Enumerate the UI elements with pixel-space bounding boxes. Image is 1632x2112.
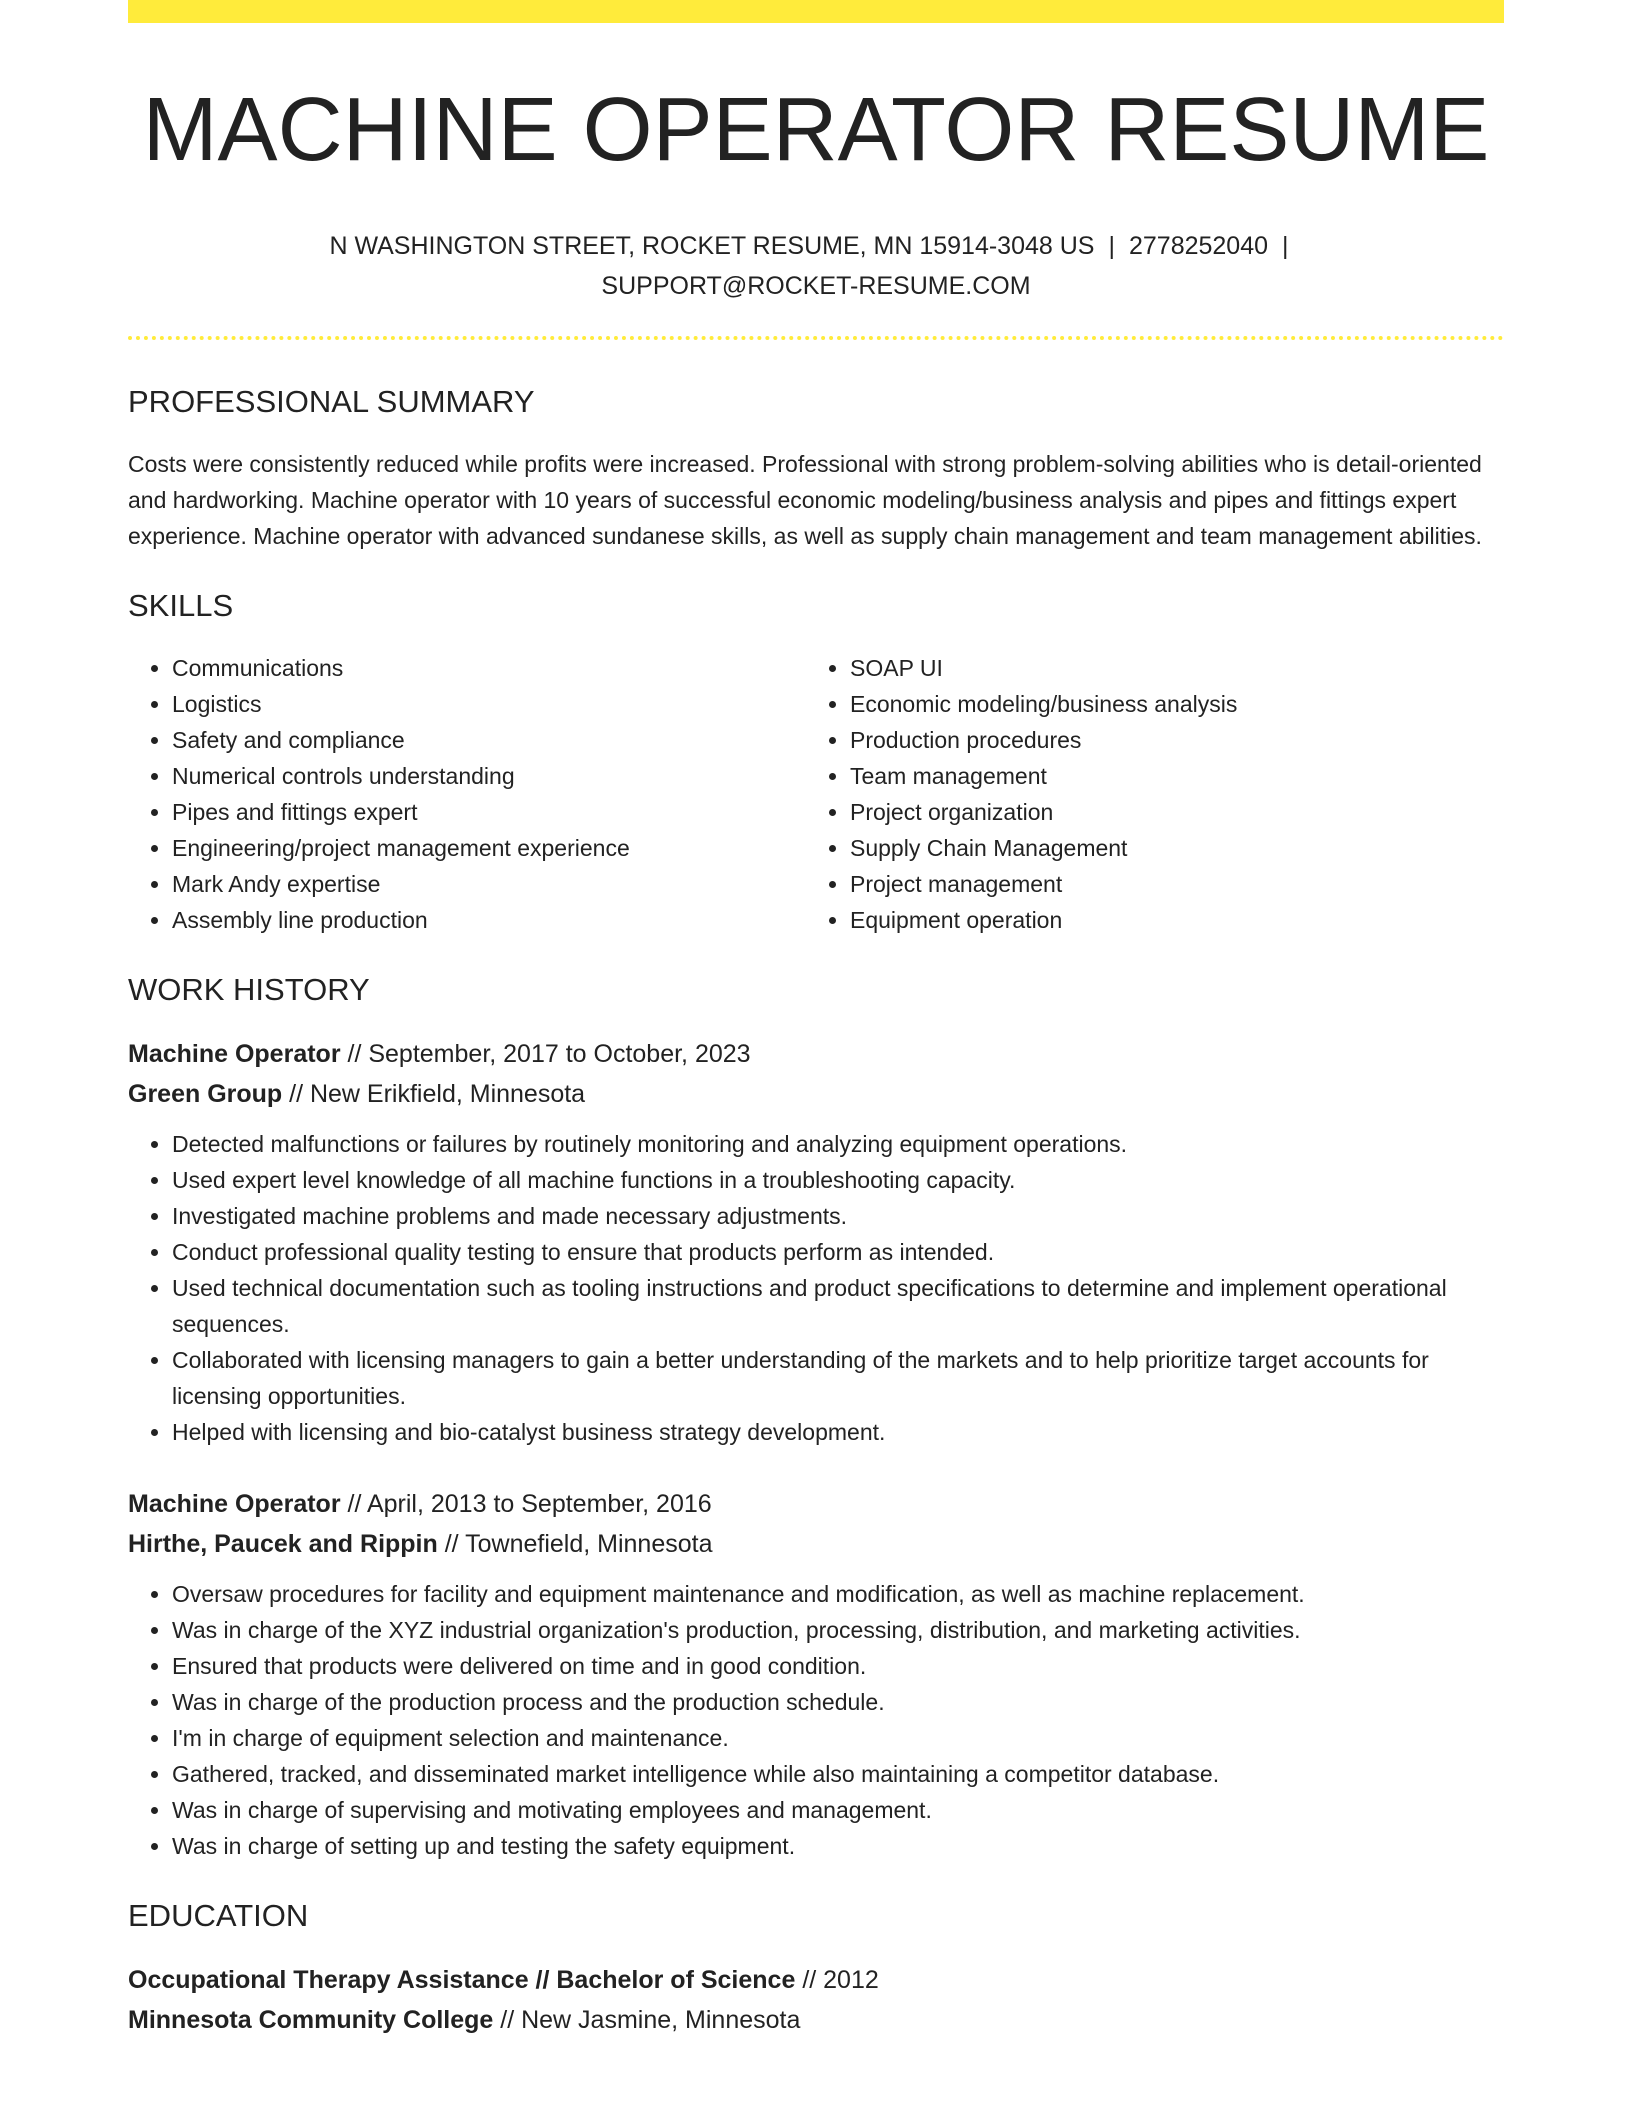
education-entry [128, 1960, 1504, 2040]
skill-item: • Pipes and fittings expert [172, 794, 806, 830]
skill-item: • Assembly line production [172, 902, 806, 938]
skill-item: • Production procedures [850, 722, 1484, 758]
duty-item: • Was in charge of the XYZ industrial organization's production, processing, distribution, and marketing activities. [172, 1612, 1504, 1648]
company-name: Hirthe, Paucek and Rippin [128, 1530, 438, 1558]
skill-item: • Economic modeling/business analysis [850, 686, 1484, 722]
job-title: Machine Operator [128, 1490, 341, 1518]
address: N WASHINGTON STREET, ROCKET RESUME, MN 15914-3048 US [329, 232, 1095, 260]
duty-item: • Collaborated with licensing managers to gain a better understanding of the markets and to help prioritize target accounts for licensing opportunities. [172, 1342, 1504, 1414]
resume-content [128, 0, 1504, 2040]
skill-item: • Supply Chain Management [850, 830, 1484, 866]
duty-item: • Conduct professional quality testing to ensure that products perform as intended. [172, 1234, 1504, 1270]
job-entry [128, 1484, 1504, 1864]
skill-item: • SOAP UI [850, 650, 1484, 686]
phone: 2778252040 [1128, 232, 1269, 260]
email: SUPPORT@ROCKET-RESUME.COM [601, 272, 1031, 300]
duty-item: • Helped with licensing and bio-catalyst business strategy development. [172, 1414, 1504, 1450]
summary-text: Costs were consistently reduced while profits were increased. Professional with strong problem-solving abilities who is detail-oriented and hardworking. Machine operator with 10 years of successful economic modeling/business analysis and pipes and fittings expert experience. Machine operator with advanced sundanese skills, as well as supply chain management and team management abilities. [128, 451, 1482, 549]
skill-item: • Numerical controls understanding [172, 758, 806, 794]
job-header [128, 1034, 1504, 1114]
company-location: // New Erikfield, Minnesota [289, 1080, 586, 1108]
summary-heading: PROFESSIONAL SUMMARY [128, 384, 535, 419]
skill-item: • Project management [850, 866, 1484, 902]
work-history-heading: WORK HISTORY [128, 972, 370, 1007]
page-title: MACHINE OPERATOR RESUME [142, 80, 1490, 180]
duty-item: • I'm in charge of equipment selection and maintenance. [172, 1720, 1504, 1756]
contact-separator: | [1282, 232, 1289, 260]
degree: Occupational Therapy Assistance // Bachelor of Science [128, 1966, 796, 1994]
job-dates: // April, 2013 to September, 2016 [347, 1490, 712, 1518]
skill-item: • Team management [850, 758, 1484, 794]
duty-item: • Was in charge of the production process and the production schedule. [172, 1684, 1504, 1720]
duty-item: • Was in charge of setting up and testing the safety equipment. [172, 1828, 1504, 1864]
skill-item: • Project organization [850, 794, 1484, 830]
duty-item: • Investigated machine problems and made necessary adjustments. [172, 1198, 1504, 1234]
job-header [128, 1484, 1504, 1564]
duty-item: • Detected malfunctions or failures by routinely monitoring and analyzing equipment operations. [172, 1126, 1504, 1162]
duty-item: • Gathered, tracked, and disseminated market intelligence while also maintaining a competitor database. [172, 1756, 1504, 1792]
company-location: // Townefield, Minnesota [444, 1530, 713, 1558]
duty-item: • Used expert level knowledge of all machine functions in a troubleshooting capacity. [172, 1162, 1504, 1198]
job-duties [128, 1576, 1504, 1864]
dotted-divider [128, 336, 1504, 340]
school-location: // New Jasmine, Minnesota [500, 2006, 801, 2034]
duty-item: • Ensured that products were delivered on time and in good condition. [172, 1648, 1504, 1684]
duty-item: • Was in charge of supervising and motivating employees and management. [172, 1792, 1504, 1828]
contact-separator: | [1108, 232, 1115, 260]
skills-right-column [806, 650, 1484, 938]
skill-item: • Equipment operation [850, 902, 1484, 938]
company-name: Green Group [128, 1080, 283, 1108]
education-heading: EDUCATION [128, 1898, 309, 1933]
skill-item: • Logistics [172, 686, 806, 722]
skill-item: • Communications [172, 650, 806, 686]
duty-item: • Used technical documentation such as tooling instructions and product specifications to determine and implement operational sequences. [172, 1270, 1504, 1342]
job-dates: // September, 2017 to October, 2023 [347, 1040, 751, 1068]
job-entry [128, 1034, 1504, 1450]
skills-heading: SKILLS [128, 588, 234, 623]
skill-item: • Mark Andy expertise [172, 866, 806, 902]
skill-item: • Engineering/project management experience [172, 830, 806, 866]
job-title: Machine Operator [128, 1040, 341, 1068]
contact-info [128, 226, 1504, 306]
graduation-year: // 2012 [802, 1966, 879, 1994]
job-duties [128, 1126, 1504, 1450]
duty-item: • Oversaw procedures for facility and equipment maintenance and modification, as well as machine replacement. [172, 1576, 1504, 1612]
school-name: Minnesota Community College [128, 2006, 494, 2034]
skill-item: • Safety and compliance [172, 722, 806, 758]
skills-left-column [128, 650, 806, 938]
skills-grid [128, 650, 1504, 938]
